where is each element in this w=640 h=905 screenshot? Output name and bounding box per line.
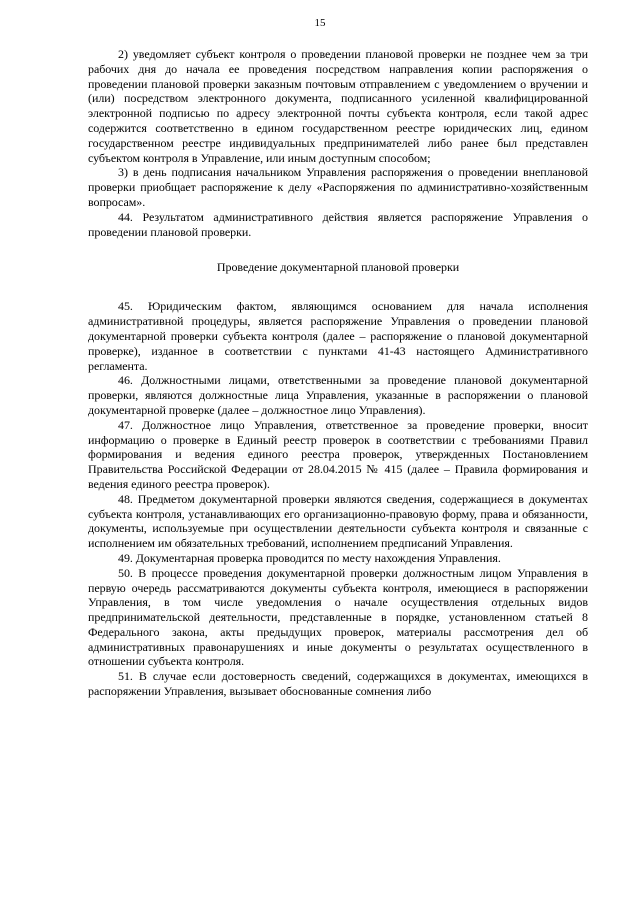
paragraph-2-notify-subject: 2) уведомляет субъект контроля о проведении плановой проверки не позднее чем за три рабочих дня до начала ее проведения посредством направления копии распоряжения о проведении плановой проверки заказным почтовым отправлением с уведомлением о вручении и (или) посредством электронного документа, подписанного усиленной квалифицированной электронной подписью по адресу электронной почты субъекта контроля, если такой адрес содержится соответственно в едином государственном реестре юридических лиц, едином государственном реестре индивидуальных предпринимателей либо ранее был представлен субъектом контроля в Управление, или иным доступным способом; [88,47,588,165]
paragraph-47: 47. Должностное лицо Управления, ответственное за проведение проверки, вносит информацию о проверке в Единый реестр проверок в соответствии с требованиями Правил формирования и ведения единого реестра проверок, утвержденных Постановлением Правительства Российской Федерации от 28.04.2015 № 415 (далее – Правила формирования и ведения единого реестра проверок). [88,417,588,491]
paragraph-46: 46. Должностными лицами, ответственными за проведение плановой документарной проверки, являются должностные лица Управления, указанные в распоряжении о плановой документарной проверке (далее – должностное лицо Управления). [88,373,588,417]
paragraph-50: 50. В процессе проведения документарной проверки должностным лицом Управления в первую очередь рассматриваются документы субъекта контроля, имеющиеся в распоряжении Управления, в том числе уведомления о начале осуществления отдельных видов предпринимательской деятельности, представленные в порядке, установленном статьей 8 Федерального закона, акты предыдущих проверок, материалы рассмотрения дел об административных правонарушениях и иные документы о результатах осуществленного в отношении субъекта контроля. [88,565,588,669]
paragraph-48: 48. Предметом документарной проверки являются сведения, содержащиеся в документах субъекта контроля, устанавливающих его организационно-правовую форму, права и обязанности, документы, используемые при осуществлении деятельности субъекта контроля и связанные с исполнением им обязательных требований, исполнением предписаний Управления. [88,491,588,551]
paragraph-44-result: 44. Результатом административного действия является распоряжение Управления о проведении плановой проверки. [88,209,588,239]
paragraph-49: 49. Документарная проверка проводится по месту нахождения Управления. [118,550,501,565]
page-number: 15 [314,17,326,29]
paragraph-51: 51. В случае если достоверность сведений, содержащихся в документах, имеющихся в распоряжении Управления, вызывает обоснованные сомнения либо [88,669,588,699]
document-body [88,47,588,699]
paragraph-3-attach-order: 3) в день подписания начальником Управления распоряжения о проведении внеплановой проверки приобщает распоряжение к делу «Распоряжения по административно-хозяйственным вопросам». [88,165,588,209]
paragraph-45: 45. Юридическим фактом, являющимся основанием для начала исполнения административной процедуры, является распоряжение Управления о проведении плановой документарной проверки субъекта контроля (далее – распоряжение о плановой документарной проверке), изданное в соответствии с пунктами 41-43 настоящего Административного регламента. [88,299,588,373]
section-heading: Проведение документарной плановой проверки [216,260,460,275]
